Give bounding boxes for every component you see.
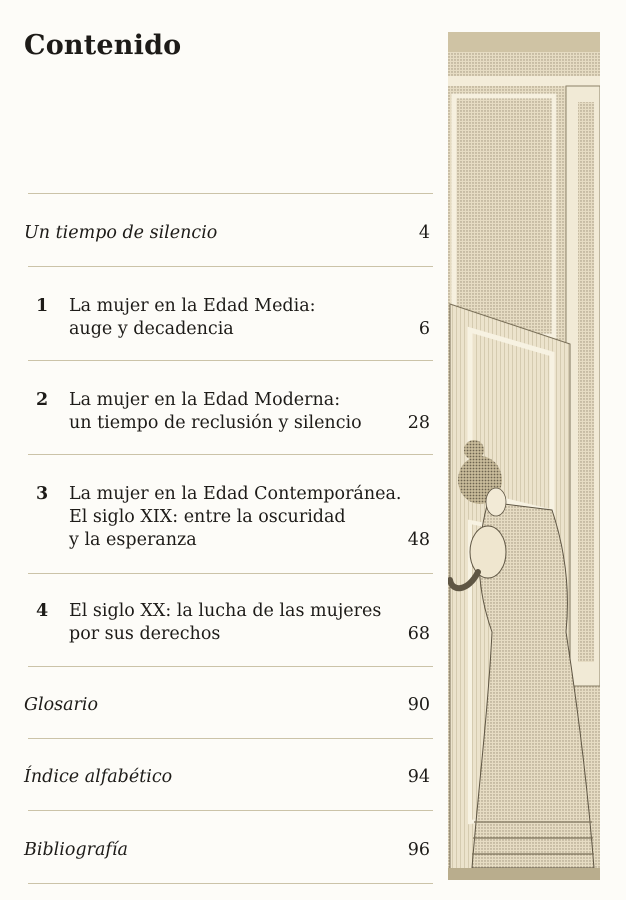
entry-title-line: y la esperanza [69, 530, 197, 550]
woman-at-door-illustration [448, 32, 600, 880]
entry-title-line: auge y decadencia [69, 319, 234, 339]
face [486, 488, 506, 516]
chapter-number: 1 [36, 296, 49, 316]
divider [28, 266, 433, 267]
page-title: Contenido [24, 30, 182, 61]
page-number: 94 [407, 767, 430, 787]
entry-title-line: La mujer en la Edad Moderna: [69, 390, 341, 410]
entry-title-line: un tiempo de reclusión y silencio [69, 413, 362, 433]
divider [28, 454, 433, 455]
door-frame-panel [578, 102, 594, 662]
divider [28, 883, 433, 884]
entry-title: Bibliografía [24, 840, 128, 860]
page-number: 28 [407, 413, 430, 433]
page-number: 96 [407, 840, 430, 860]
page-number: 68 [407, 624, 430, 644]
entry-title-line: El siglo XIX: entre la oscuridad [69, 507, 346, 527]
page-number: 6 [418, 319, 430, 339]
chapter-number: 2 [36, 390, 49, 410]
page-number: 4 [418, 223, 430, 243]
hair-bun [464, 440, 484, 460]
entry-title: Glosario [24, 695, 99, 715]
chapter-number: 3 [36, 484, 49, 504]
entry-title-line: La mujer en la Edad Contemporánea. [69, 484, 402, 504]
page-number: 48 [407, 530, 430, 550]
sleeve [470, 526, 506, 578]
divider [28, 573, 433, 574]
floor [448, 868, 600, 880]
molding [448, 76, 600, 86]
entry-title-line: El siglo XX: la lucha de las mujeres [69, 601, 382, 621]
divider [28, 360, 433, 361]
entry-title: Un tiempo de silencio [24, 223, 218, 243]
entry-title: Índice alfabético [24, 767, 173, 787]
page-number: 90 [407, 695, 430, 715]
cornice [448, 32, 600, 52]
entry-title-line: por sus derechos [69, 624, 221, 644]
divider [28, 810, 433, 811]
divider [28, 193, 433, 194]
chapter-number: 4 [36, 601, 49, 621]
divider [28, 666, 433, 667]
entry-title-line: La mujer en la Edad Media: [69, 296, 316, 316]
divider [28, 738, 433, 739]
